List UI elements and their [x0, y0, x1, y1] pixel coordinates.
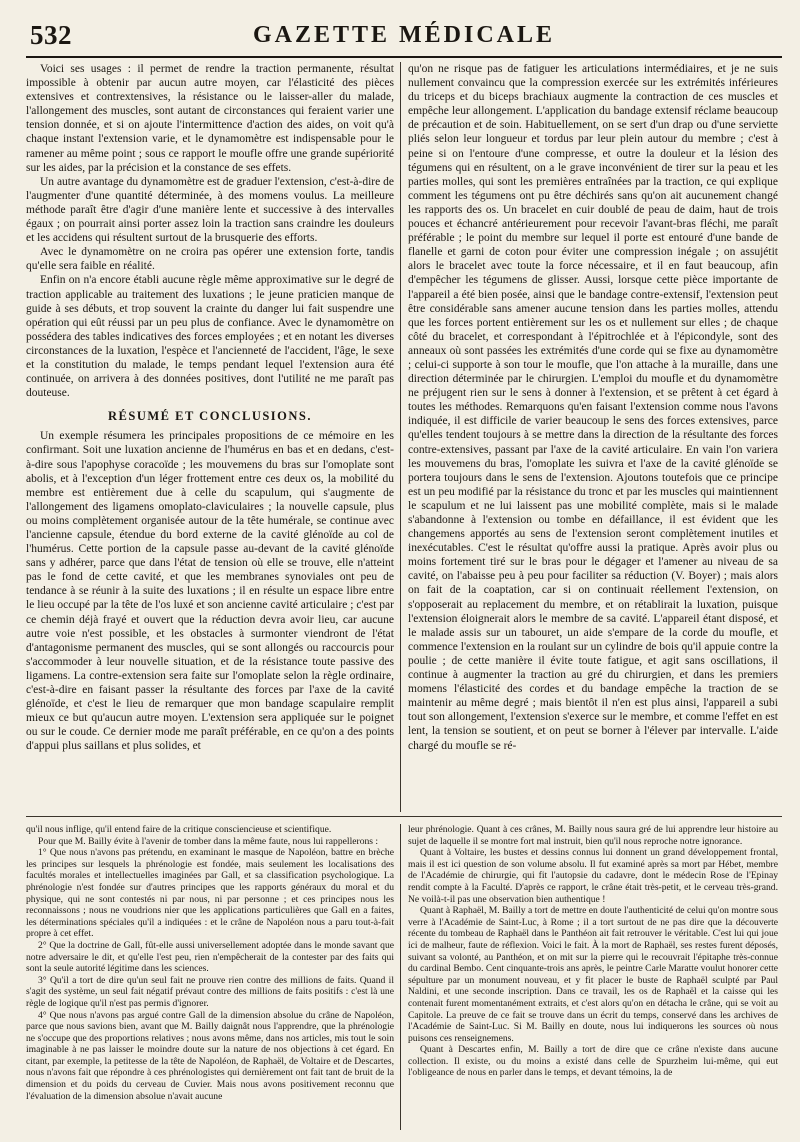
page-number: 532 [30, 20, 72, 50]
footnote-paragraph: 3° Qu'il a tort de dire qu'un seul fait ne prouve rien contre des millions de faits. Quand il s'agit des système, un seul fait négatif prévaut contre des millions de faits positifs : c'est là une règle de logique qu'il n'est pas permis d'ignorer. [26, 974, 394, 1009]
page-header [26, 18, 782, 58]
paragraph: Enfin on n'a encore établi aucune règle même approximative sur le degré de traction applicable au traitement des luxations ; le jeune praticien manque de guide à ses débuts, et trop souvent la crainte du danger lui fait suspendre une opération qui eût réussi par un peu plus de confiance. Avec le dynamomètre on posséderа des tables indicatives des forces employées ; et en notant les diverses circonstances de la luxation, l'espèce et l'ancienneté de l'accident, l'âge, le sexe et la constitution du malade, le temps pendant lequel l'extension aura été continuée, on arrivera à des données positives, dont l'utilité ne me paraît pas douteuse. [26, 274, 394, 400]
footnote-paragraph: leur phrénologie. Quant à ces crânes, M. Bailly nous saura gré de lui apprendre leur histoire au sujet de laquelle il se montre fort mal instruit, bien qu'il nous reproche notre ignorance. [408, 824, 778, 847]
section-title: RÉSUMÉ ET CONCLUSIONS. [108, 409, 312, 424]
paragraph: Voici ses usages : il permet de rendre la traction permanente, résultat impossible à obtenir par aucun autre moyen, car l'élasticité des pièces extensives et contrextensives, la résistance ou le laisser-aller du malade, l'allongement des muscles, sont autant de circonstances qui feraient varier une tension donnée, et si on ajoute l'intermittence d'action des aides, on voit qu'à chaque instant l'extension varie, et le dynamomètre est indispensable pour le ramener au même point ; sous ce rapport le moufle offre une grande supériorité sur les aides, par la précision et la constance de ses effets. [26, 63, 394, 174]
paragraph: qu'on ne risque pas de fatiguer les articulations intermédiaires, et je ne suis nullement convaincu que la compression exercée sur les extrémités inférieures du triceps et du biceps brachiaux augmente la contraction de ces muscles et empêche leur allongement. L'application du bandage extensif réclame beaucoup de précaution et de soin. Habituellement, on se sert d'un drap ou d'une serviette pliés selon leur longueur et tordus par leur plein autour du membre ; c'est à peine si on l'entoure d'une compresse, et outre la douleur et la lésion des tégumens qui en résultent, on a le grave inconvénient de tirer sur la peau et les parties molles, qui sont les premières entraînées par la traction, ce qui explique comment les tégumens ont pu être déchirés sans qu'on ait aucunement changé les rapports des os. Un bracelet en cuir doublé de peau de daim, haut de trois pouces et échancré antérieurement pour recevoir l'avant-bras fléchi, me paraît préférable ; le point du membre sur lequel il porte est entouré d'une bande de flanelle et garni de coton pour éviter une compression inégale ; on assujétit alors le bracelet avec toute la force nécessaire, et il en faut beaucoup, afin d'empêcher les tégumens de glisser. Aussi, lorsque cette pièce importante de l'appareil a été bien posée, ainsi que le bandage contre-extensif, l'extension peut être considérable sans amener aucune tension dans les parties molles, attendu que les forces portent entièrement sur les os et nullement sur elles ; de chaque côté du bracelet, et correspondant à l'épitrochlée et à l'épicondyle, sont des anneaux où sont passées les extrémités d'une corde qui se fixe au dynamomètre ; celui-ci supporte à son tour le moufle, que l'on attache à la muraille, dans une direction déterminée par le chirurgien. L'emploi du moufle et du dynamomètre ne préjugent rien sur le sens à donner à l'extension, et se prêtent à cet égard à toutes les méthodes. Remarquons qu'en faisant l'extension comme nous l'avons indiquée, il est difficile de varier beaucoup le sens des forces extensives, parce qu'elles tendent toujours à se mettre dans la direction de la résultante des forces contre-extensives, passant par l'axe de la cavité articulaire. En vain l'on varierа les mouvemens du bras, l'omoplate les suivra et l'axe de la cavité glénoïde se portera toujours dans le sens de l'extension. Ajoutons toutefois que ce principe est un peu modifié par la résistance du tronc et par les muscles qui maintiennent le scapulum et ne lui laissent pas une mobilité complète, mais si le malade s'abandonne à l'extension ou tombe en défaillance, il est évident que les changemens apportés au sens de l'extension seront complètement inutiles et inexécutables. C'est le résultat qu'offre aussi la pratique. Après avoir plus ou moins fortement tiré sur le bras pour le dégager et l'amener au niveau de sa cavité, on l'abaisse peu à peu pour faciliter sa réduction (V. Boyer) ; mais alors on fait de la coaptation, car si on continuait réellement l'extension, on s'opposerait au replacement du membre, et on rétablirait la luxation, puisque l'extension éloignerait alors le membre de sa cavité. L'appareil étant disposé, et le malade assis sur un tabouret, un aide s'empare de la corde du moufle, et commence l'extension en la roulant sur un cylindre de bois qu'il appuie contre la poulie ; de cette manière il évite toute fatigue, et agit sans oscillations, il continue à augmenter la traction au gré du chirurgien, et dans les premiers momens l'élasticité des cordes et du bandage empêche la traction de se maintenir au même degré ; mais bientôt il n'en est plus ainsi, l'appareil a subi tout son allongement, l'extension s'exerce sur le membre, et comme l'effet en est lent, la tension se soutient, et on peut se borner à l'élever par intervalle. L'aide chargé du moufle se ré- [408, 63, 778, 752]
footnote-paragraph: Quant à Voltaire, les bustes et dessins connus lui donnent un grand développement frontal, mais il est ici question de son volume absolu. Il fut examiné après sa mort par Hébet, membre de l'Académie de chirurgie, qui fit l'autopsie du cadavre, dont le médecin Rose de l'Epinay rendit compte à la Faculté. D'après ce rapport, le crâne était très-petit, et le cerveau très-grand. Ne voilà-t-il pas une observation bien authentique ! [408, 847, 778, 905]
right-column [408, 62, 778, 810]
paragraph: Avec le dynamomètre on ne croira pas opérer une extension forte, tandis qu'elle sera faible en réalité. [26, 246, 394, 273]
footnote-paragraph: qu'il nous inflige, qu'il entend faire de la critique consciencieuse et scientifique. [26, 824, 332, 835]
footnote-left-column [26, 824, 394, 1134]
footnote-paragraph: 4° Que nous n'avons pas argué contre Gall de la dimension absolue du crâne de Napoléon, parce que nous savions bien, avant que M. Bailly daignât nous l'apprendre, que la phrénologie ne s'occupe que des proportions relatives ; nous avons même, dans nos articles, mis tout le soin imaginable à ne pas laisser le moindre doute sur la nature de nos objections à cet égard. En citant, par exemple, la petitesse de la tête de Napoléon, de Raphaël, de Voltaire et de Descartes, nous n'avons fait que répondre à ces phrénologistes qui dernièrement ont fait tant de bruit de la dimension et du poids du cerveau de Cuvier. Mais nous avons positivement reconnu que l'évaluation de la dimension absolue n'avait aucune [26, 1009, 394, 1102]
footnote-divider [26, 816, 782, 817]
footnote-paragraph: 2° Que la doctrine de Gall, fût-elle aussi universellement adoptée dans le monde savant que notre adversaire le dit, et qu'elle l'est peu, rien n'empêcherait de la contester par des faits qui sont la seule autorité légitime dans les sciences. [26, 939, 394, 975]
journal-title: GAZETTE MÉDICALE [252, 22, 556, 48]
left-column [26, 62, 394, 810]
footnote-paragraph: Quant à Descartes enfin, M. Bailly a tort de dire que ce crâne n'existe dans aucune collection. Il existe, ou du moins a existé dans celle de Spurzheim lui-même, qui eut l'obligeance de nous en parler dans le temps, et devant témoins, la de [408, 1044, 778, 1079]
paragraph: Un autre avantage du dynamomètre est de graduer l'extension, c'est-à-dire de l'augmenter d'une quantité déterminée, à des momens voulus. La meilleure méthode paraît être d'agir d'une manière lente et successive à des intervalles égaux ; on pourrait ainsi porter assez loin la traction sans craindre les douleurs et les accidens qui résultent surtout de la brusquerie des efforts. [26, 175, 394, 245]
column-rule [400, 62, 401, 812]
footnote-paragraph: Quant à Raphaël, M. Bailly a tort de mettre en doute l'authenticité de celui qu'on montre sous verre à l'Académie de Saint-Luc, à Rome ; il a tort surtout de ne pas dire que la découverte récente du tombeau de Raphaël dans le Panthéon ait fait retrouver le véritable. C'est lui qui joue ici de malheur, faute de réflexion. Voici le fait. À la mort de Raphaël, ses restes furent déposés, suivant sa volonté, au Panthéon, et on mit sur la pierre qui le recouvrait l'épitaphe très-connue du cardinal Bembo. Cent cinquante-trois ans après, le peintre Carle Maratte voulut honorer cette sépulture par un monument nouveau, et y fit placer le buste de Raphaël sculpté par Paul Naldini, et une seconde inscription. Dans ce travail, les os de Raphaël et la caisse qui les contenait furent momentanément extraits, et c'est alors qu'on en détacha le crâne, qui se voit au Capitole. La preuve de ce fait se trouve dans un écrit du temps, conservé dans les archives de l'Académie de Saint-Luc. Si M. Bailly en doute, nous lui indiquerons les sources où nous puisons ces renseignemens. [408, 905, 778, 1044]
paragraph: Un exemple résumera les principales propositions de ce mémoire en les confirmant. Soit une luxation ancienne de l'humérus en bas et en dedans, c'est-à-dire sous l'apophyse coracoïde ; les mouvemens du bras sur l'omoplate sont abolis, et à l'exception d'un léger frottement entre ces deux os, la mobilité du membre est entièrement due à celle du scapulum, qui s'augmente de l'allongement des ligamens omoplato-claviculaires ; la nouvelle capsule, plus ou moins complètement organisée autour de la tête humérale, se continue avec l'ancienne capsule, étendue du bord externe de la cavité glénoïde au col de l'humérus. Cette portion de la capsule passe au-devant de la cavité glénoïde sans y adhérer, parce que dans l'état de tension où elle se trouve, elle n'atteint pas le fond de cette cavité, et que les membranes synoviales ont peu de tendance à se réunir à la suite des luxations ; il en résulte un espace libre entre le lieu occupé par la tête de l'os luxé et son ancienne cavité articulaire ; c'est par ce chemin déjà frayé et ouvert que la réduction devra avoir lieu, car aucune autre voie n'est possible, et les obstacles à surmonter viendront de l'état d'antagonisme permanent des muscles, qui se sont allongés ou raccourcis pour s'accommoder à leur nouvelle situation, et de la résistance toute passive des ligamens. La contre-extension sera faite sur l'omoplate selon la règle ordinaire, c'est-à-dire en faisant passer la résultante des forces par l'axe de la cavité glénoïde, et c'est le lieu de remarquer que mon bandage scapulaire remplit mieux ce but qu'aucun autre moyen. L'extension sera appliquée sur le poignet ou sur le coude. Ce dernier mode me paraît préférable, en ce qu'on a des points d'appui plus saillans et plus solides, et [26, 430, 394, 753]
footnote-paragraph: Pour que M. Bailly évite à l'avenir de tomber dans la même faute, nous lui rappellerons : [38, 835, 379, 847]
footnote-column-rule [400, 824, 401, 1130]
footnote-paragraph: 1° Que nous n'avons pas prétendu, en examinant le masque de Napoléon, battre en brèche les principes sur lesquels la phrénologie est fondée, mais seulement les localisations des facultés morales et intellectuelles imaginées par Gall, et sa classification psychologique. La phrénologie n'est fondée sur d'autres principes que les rapports généraux du moral et du physique, qui ne sont contestés ni par nous, ni par personne ; et ces principes nous les reconnaissons ; nous ne voudrions nier que les applications particulières que Gall en a faites, les déterminations spéciales qu'il a indiquées : et le crâne de Napoléon nous a paru tout-à-fait propre à cet effet. [26, 847, 394, 940]
footnote-right-column [408, 824, 778, 1134]
